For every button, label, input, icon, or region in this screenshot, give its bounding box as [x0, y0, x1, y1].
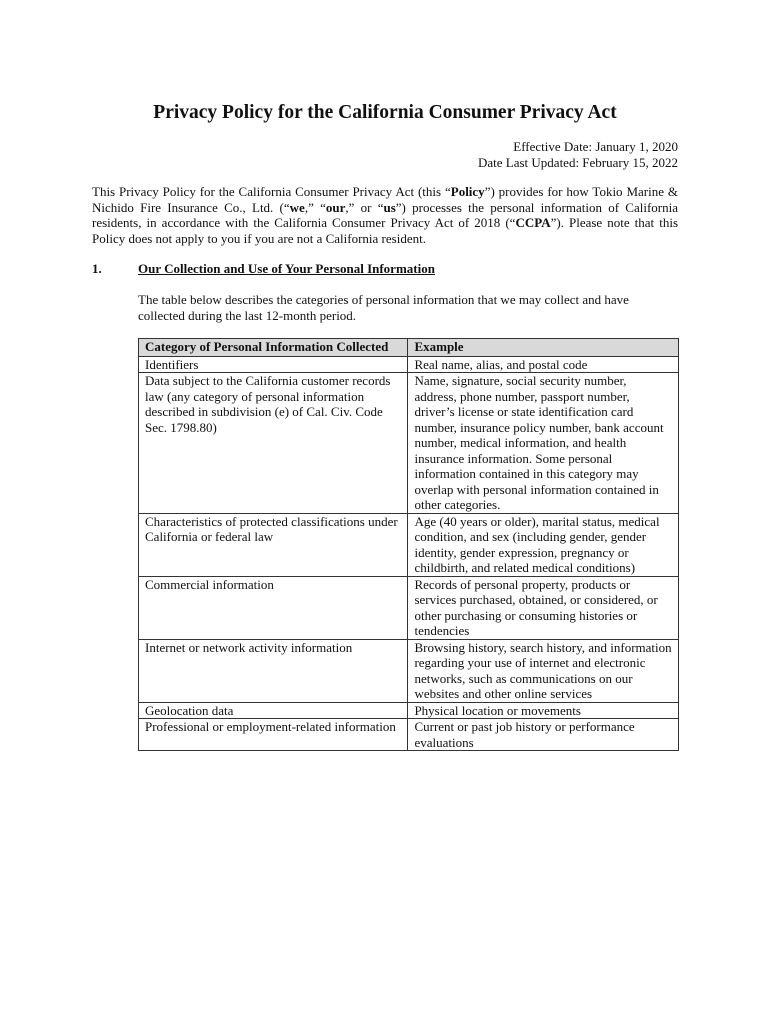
table-header-row — [139, 339, 679, 357]
table-row — [139, 719, 679, 751]
example-cell: Age (40 years or older), marital status, medical condition, and sex (including gender, gender identity, gender expression, pregnancy or childbirth, and related medical conditions) — [408, 513, 679, 576]
intro-term-we: we — [289, 199, 305, 215]
document-title: Privacy Policy for the California Consumer Privacy Act — [153, 102, 617, 123]
example-cell: Name, signature, social security number, address, phone number, passport number, driver’s license or state identification card number, insurance policy number, bank account number, medical information, and health insurance information. Some personal information contained in this category may overlap with personal information contained in other categories. — [408, 373, 679, 514]
table-row — [139, 513, 679, 576]
table-row — [139, 576, 679, 639]
intro-text-2: ”) provides for how Tokio Marine & Nichido Fire Insurance Co., Ltd. (“ — [92, 184, 678, 215]
category-cell: Data subject to the California customer records law (any category of personal information described in subdivision (e) of Cal. Civ. Code Sec. 1798.80) — [139, 373, 408, 514]
table-row — [139, 702, 679, 719]
intro-term-policy: Policy — [450, 184, 485, 199]
category-cell: Identifiers — [139, 356, 408, 373]
category-cell: Internet or network activity information — [139, 639, 408, 702]
category-cell: Geolocation data — [139, 702, 408, 719]
section-description: The table below describes the categories of personal information that we may collect and have collected during the last 12-month period. — [138, 292, 629, 323]
intro-text-4: ,” or “ — [345, 199, 384, 215]
example-cell: Physical location or movements — [408, 702, 679, 719]
table-row — [139, 373, 679, 514]
last-updated-date: Date Last Updated: February 15, 2022 — [477, 155, 678, 170]
header-category: Category of Personal Information Collected — [139, 339, 408, 357]
table-row — [139, 356, 679, 373]
effective-date: Effective Date: January 1, 2020 — [513, 139, 678, 154]
intro-term-ccpa: CCPA — [515, 215, 551, 230]
example-cell: Browsing history, search history, and information regarding your use of internet and electronic networks, such as communications on our websites and other online services — [408, 639, 679, 702]
section-number: 1. — [92, 261, 102, 276]
category-cell: Commercial information — [139, 576, 408, 639]
intro-paragraph — [92, 184, 678, 246]
example-cell: Real name, alias, and postal code — [408, 356, 679, 373]
date-block — [258, 139, 678, 171]
intro-text-1: This Privacy Policy for the California Consumer Privacy Act (this “ — [92, 184, 451, 199]
categories-table — [138, 338, 679, 751]
intro-term-us: us — [383, 199, 396, 215]
intro-text-3: ,” “ — [304, 199, 326, 215]
intro-text-6: ”). Please note that this Policy does not apply to you if you are not a California resident. — [92, 215, 679, 246]
header-example: Example — [408, 339, 679, 357]
example-cell: Records of personal property, products or services purchased, obtained, or considered, or other purchasing or consuming histories or tendencies — [408, 576, 679, 639]
table-row — [139, 639, 679, 702]
category-cell: Characteristics of protected classifications under California or federal law — [139, 513, 408, 576]
section-title: Our Collection and Use of Your Personal Information — [138, 261, 435, 276]
category-cell: Professional or employment-related information — [139, 719, 408, 751]
intro-text-5: ”) processes the personal information of California residents, in accordance with the California Consumer Privacy Act of 2018 (“ — [92, 199, 678, 230]
intro-term-our: our — [325, 199, 346, 215]
example-cell: Current or past job history or performance evaluations — [408, 719, 679, 751]
